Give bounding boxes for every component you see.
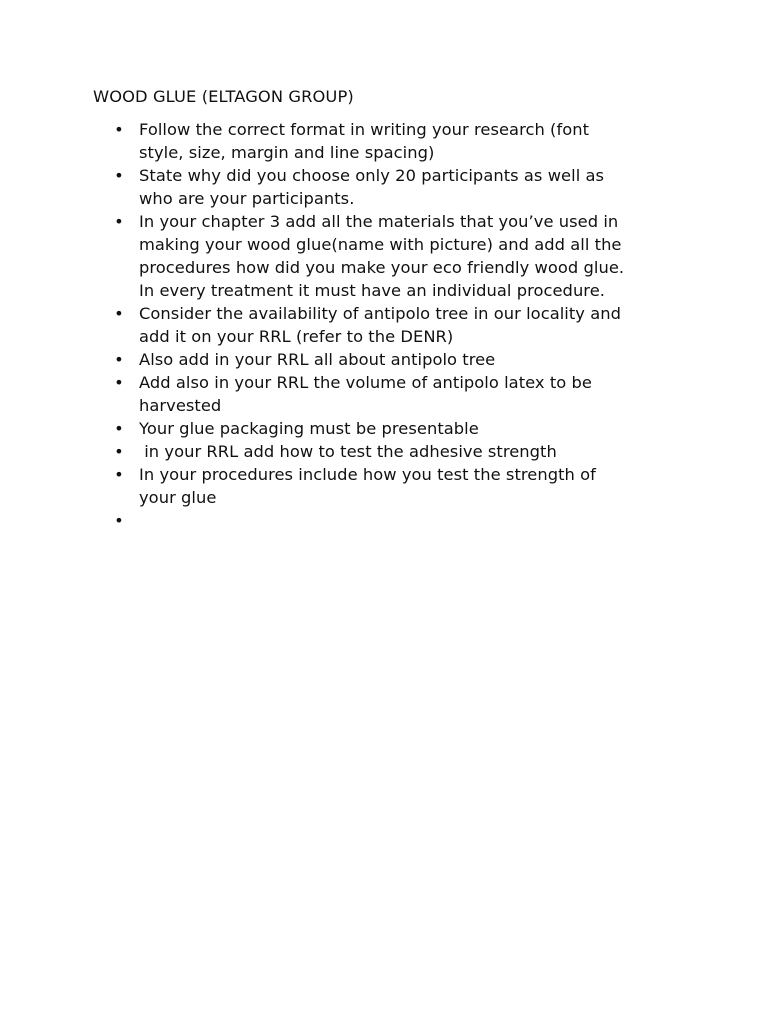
list-item xyxy=(93,210,683,302)
list-item xyxy=(93,164,683,210)
bullet-icon: • xyxy=(114,442,124,461)
list-item xyxy=(93,118,683,164)
list-item-text: In your procedures include how you test the strength of your glue xyxy=(139,465,596,507)
bullet-icon: • xyxy=(114,350,124,369)
bullet-icon: • xyxy=(114,166,124,185)
list-item xyxy=(93,463,683,509)
bullet-icon: • xyxy=(114,120,124,139)
bullet-icon: • xyxy=(114,373,124,392)
list-item-text: In your chapter 3 add all the materials that you’ve used in making your wood glue(name with picture) and add all the procedures how did you make your eco friendly wood glue. In every treatment it must have an individual procedure. xyxy=(139,212,625,300)
list-item-text: State why did you choose only 20 participants as well as who are your participants. xyxy=(139,166,605,208)
bullet-icon: • xyxy=(114,304,124,323)
document-title: WOOD GLUE (ELTAGON GROUP) xyxy=(93,87,354,106)
list-item xyxy=(93,371,683,417)
bullet-icon: • xyxy=(114,212,124,231)
list-item-text: in your RRL add how to test the adhesive strength xyxy=(139,442,557,461)
bullet-icon: • xyxy=(114,419,124,438)
list-item-text: Add also in your RRL the volume of antipolo latex to be harvested xyxy=(139,373,592,415)
bullet-icon: • xyxy=(114,465,124,484)
bullet-icon: • xyxy=(114,511,124,530)
list-item xyxy=(93,348,683,371)
list-item-text: Your glue packaging must be presentable xyxy=(139,419,479,438)
list-item-text: Consider the availability of antipolo tree in our locality and add it on your RRL (refer to the DENR) xyxy=(139,304,621,346)
list-item xyxy=(93,440,683,463)
list-item xyxy=(93,417,683,440)
bullet-list xyxy=(93,118,683,530)
list-item-text: Follow the correct format in writing your research (font style, size, margin and line spacing) xyxy=(139,120,590,162)
list-item-text: Also add in your RRL all about antipolo tree xyxy=(139,350,496,369)
list-item xyxy=(93,302,683,348)
